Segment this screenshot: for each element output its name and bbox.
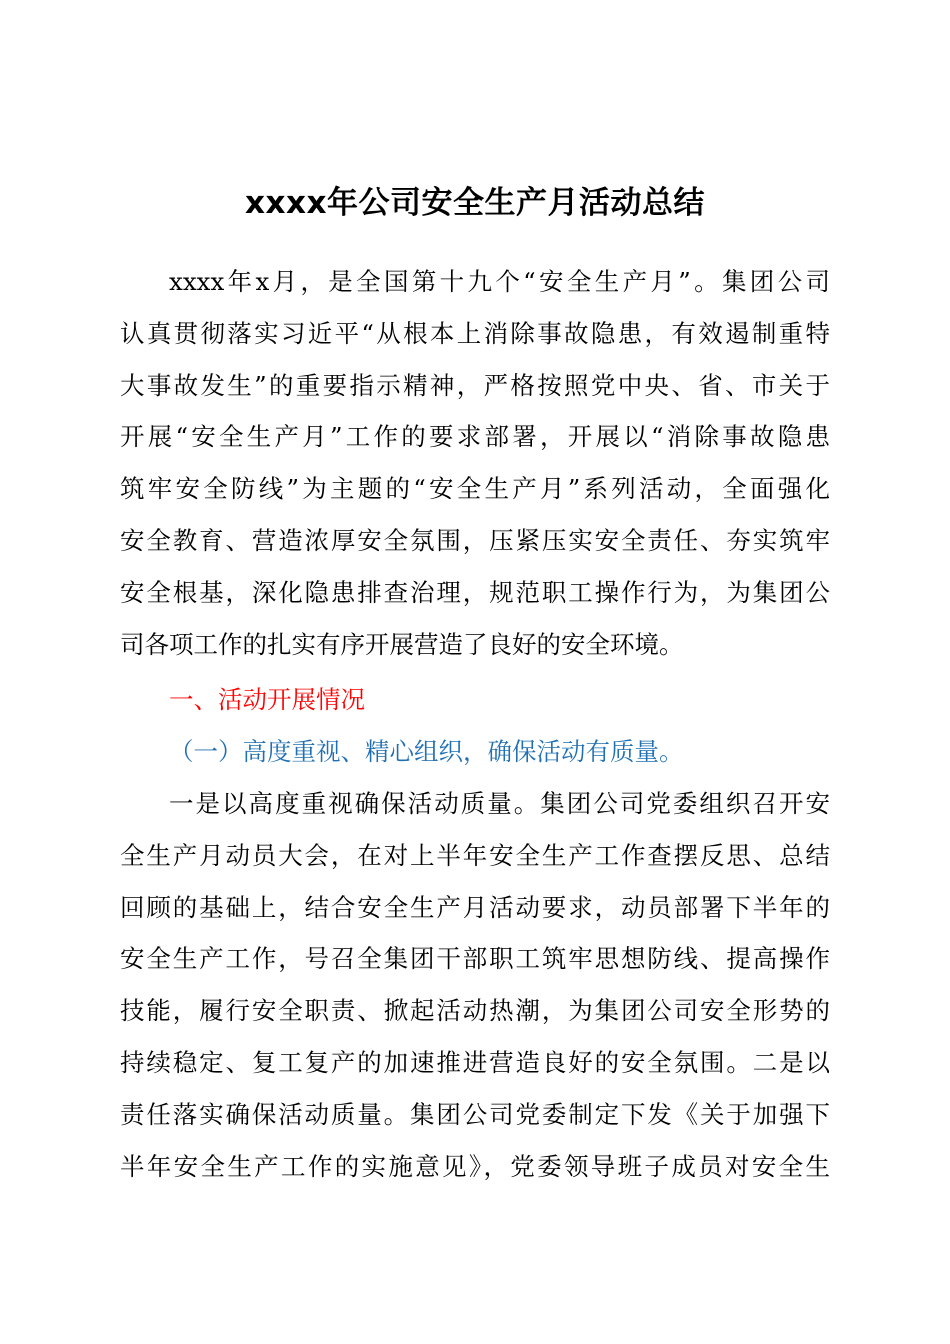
intro-line: 开展“安全生产月”工作的要求部署，开展以“消除事故隐患 — [120, 422, 830, 452]
body-line: 半年安全生产工作的实施意见》，党委领导班子成员对安全生 — [120, 1151, 830, 1181]
body-line: 持续稳定、复工复产的加速推进营造良好的安全氛围。二是以 — [120, 1047, 830, 1077]
body-line: 安全生产工作，号召全集团干部职工筑牢思想防线、提高操作 — [120, 944, 830, 974]
body-line: 责任落实确保活动质量。集团公司党委制定下发《关于加强下 — [120, 1099, 830, 1129]
intro-line: 安全教育、营造浓厚安全氛围，压紧压实安全责任、夯实筑牢 — [120, 525, 830, 555]
body-paragraph — [120, 778, 830, 1192]
body-line: 技能，履行安全职责、掀起活动热潮，为集团公司安全形势的 — [120, 996, 830, 1026]
body-line: 全生产月动员大会，在对上半年安全生产工作查摆反思、总结 — [120, 840, 830, 870]
document-title: xxxx年公司安全生产月活动总结 — [245, 185, 705, 221]
intro-line: 筑牢安全防线”为主题的“安全生产月”系列活动，全面强化 — [120, 474, 830, 504]
intro-line: 司各项工作的扎实有序开展营造了良好的安全环境。 — [120, 629, 684, 659]
intro-line: 安全根基，深化隐患排查治理，规范职工操作行为，为集团公 — [120, 577, 830, 607]
intro-line: xxxx年x月，是全国第十九个“安全生产月”。集团公司 — [169, 267, 830, 296]
intro-line: 大事故发生”的重要指示精神，严格按照党中央、省、市关于 — [120, 370, 830, 400]
section-heading: 一、活动开展情况 — [169, 685, 365, 714]
subsection-heading: （一）高度重视、精心组织，确保活动有质量。 — [169, 737, 684, 766]
intro-paragraph — [120, 256, 830, 670]
body-line: 回顾的基础上，结合安全生产月活动要求，动员部署下半年的 — [120, 892, 830, 922]
body-line: 一是以高度重视确保活动质量。集团公司党委组织召开安 — [169, 789, 830, 818]
intro-line: 认真贯彻落实习近平“从根本上消除事故隐患，有效遏制重特 — [120, 318, 830, 348]
